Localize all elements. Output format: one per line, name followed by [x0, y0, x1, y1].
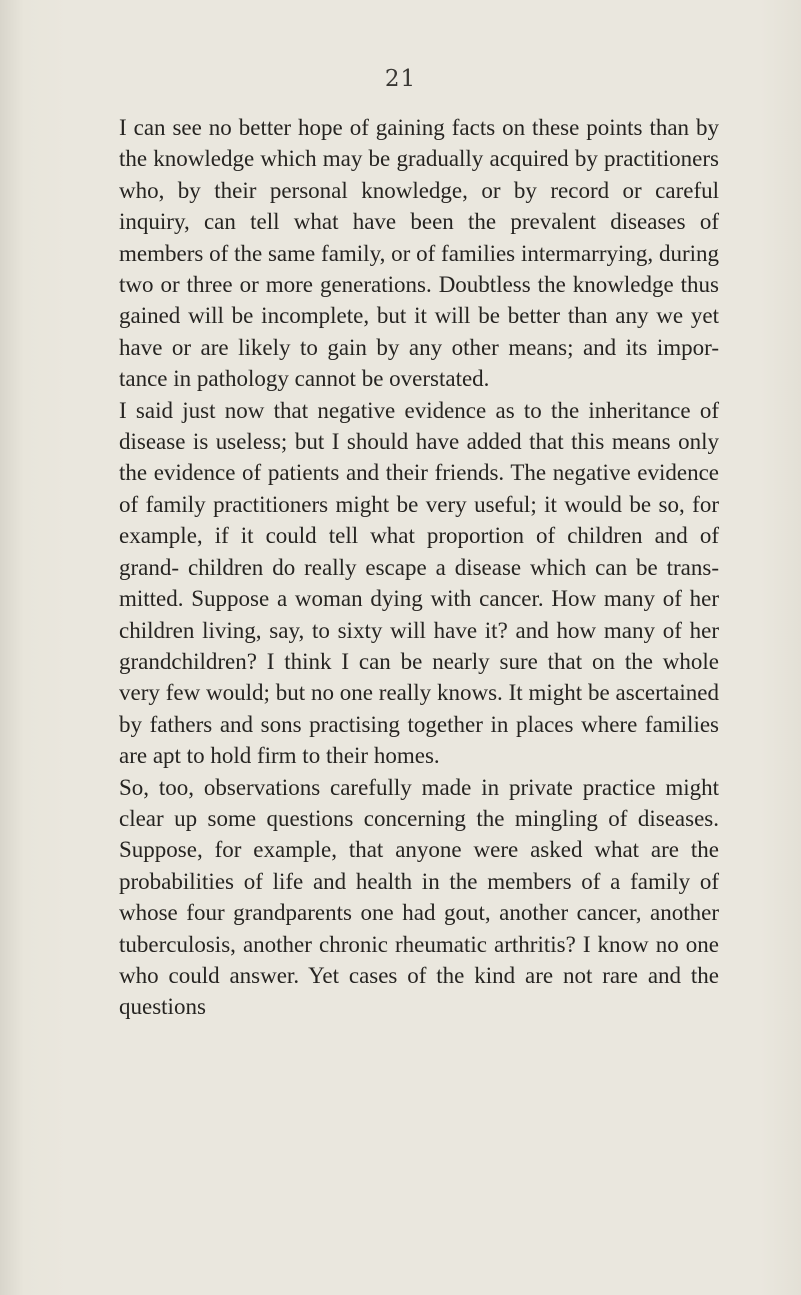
paragraph-3: So, too, observations carefully made in private practice might clear up some questions concerning the mingling of diseases. Suppose, for example, that anyone were asked what are the probabilities of life and health in the members of a family of whose four grandparents one had gout, another cancer, another tuberculosis, another chronic rheumatic arthritis? I know no one who could answer. Yet cases of the kind are not rare and the questions: [119, 774, 719, 1020]
page-number: 21: [384, 66, 417, 92]
body-text: [119, 112, 719, 1023]
paragraph-1: I can see no better hope of gaining facts on these points than by the knowledge which may be gradually acquired by practitioners who, by their personal knowledge, or by record or careful inquiry, can tell what have been the prevalent diseases of members of the same family, or of families intermarrying, during two or three or more generations. Doubtless the knowledge thus gained will be incomplete, but it will be better than any we yet have or are likely to gain by any other means; and its impor- tance in pathology cannot be overstated.: [119, 115, 719, 392]
paragraph-2: I said just now that negative evidence as to the inheritance of disease is useless; but I should have added that this means only the evidence of patients and their friends. The negative evidence of family practitioners might be very useful; it would be so, for example, if it could tell what proportion of children and of grand- children do really escape a disease which can be trans- mitted. Suppose a woman dying with cancer. How many of her children living, say, to sixty will have it? and how many of her grandchildren? I think I can be nearly sure that on the whole very few would; but no one really knows. It might be ascertained by fathers and sons practising together in places where families are apt to hold firm to their homes.: [119, 397, 719, 769]
